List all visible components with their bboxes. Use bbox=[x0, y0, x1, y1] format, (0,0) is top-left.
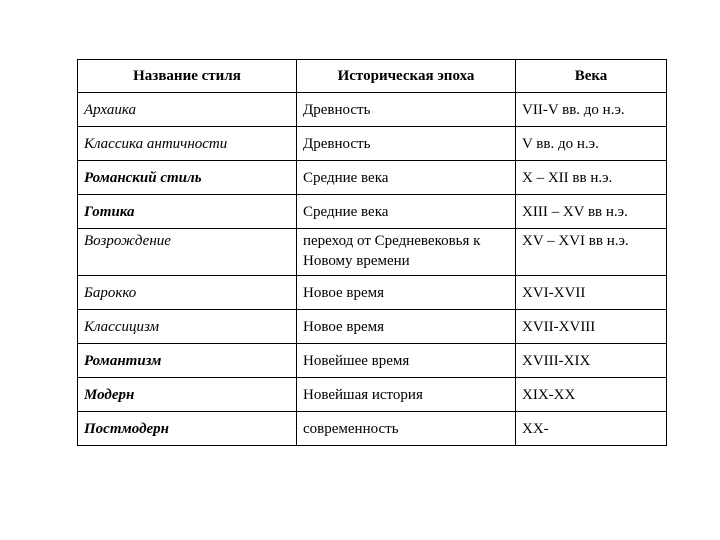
epoch-cell: современность bbox=[297, 412, 516, 446]
centuries-cell: XVIII-XIX bbox=[516, 344, 667, 378]
centuries-cell: VII-V вв. до н.э. bbox=[516, 93, 667, 127]
table-row bbox=[78, 195, 667, 229]
table-row bbox=[78, 127, 667, 161]
epoch-cell: Древность bbox=[297, 93, 516, 127]
epoch-cell: переход от Средневековья к Новому времени bbox=[297, 229, 516, 276]
style-name-cell: Классицизм bbox=[78, 310, 297, 344]
epoch-cell: Средние века bbox=[297, 195, 516, 229]
centuries-cell: XIX-XX bbox=[516, 378, 667, 412]
table-row bbox=[78, 93, 667, 127]
centuries-cell: V вв. до н.э. bbox=[516, 127, 667, 161]
style-name-cell: Классика античности bbox=[78, 127, 297, 161]
style-name-cell: Романский стиль bbox=[78, 161, 297, 195]
table-row bbox=[78, 310, 667, 344]
centuries-cell: XVI-XVII bbox=[516, 276, 667, 310]
table-row bbox=[78, 229, 667, 276]
style-name-cell: Барокко bbox=[78, 276, 297, 310]
style-name-cell: Романтизм bbox=[78, 344, 297, 378]
table-row bbox=[78, 161, 667, 195]
centuries-cell: XIII – XV вв н.э. bbox=[516, 195, 667, 229]
epoch-cell: Древность bbox=[297, 127, 516, 161]
header-style-name: Название стиля bbox=[78, 60, 297, 93]
table-row bbox=[78, 412, 667, 446]
table-row bbox=[78, 276, 667, 310]
art-styles-table bbox=[77, 59, 667, 446]
style-name-cell: Возрождение bbox=[78, 229, 297, 276]
style-name-cell: Постмодерн bbox=[78, 412, 297, 446]
epoch-cell: Новейшее время bbox=[297, 344, 516, 378]
epoch-cell: Средние века bbox=[297, 161, 516, 195]
epoch-cell: Новейшая история bbox=[297, 378, 516, 412]
style-name-cell: Модерн bbox=[78, 378, 297, 412]
table-row bbox=[78, 344, 667, 378]
centuries-cell: X – XII вв н.э. bbox=[516, 161, 667, 195]
epoch-cell: Новое время bbox=[297, 276, 516, 310]
centuries-cell: XVII-XVIII bbox=[516, 310, 667, 344]
style-name-cell: Готика bbox=[78, 195, 297, 229]
centuries-cell: XX- bbox=[516, 412, 667, 446]
table-row bbox=[78, 378, 667, 412]
header-historical-epoch: Историческая эпоха bbox=[297, 60, 516, 93]
table-header-row bbox=[78, 60, 667, 93]
table-body bbox=[78, 93, 667, 446]
epoch-cell: Новое время bbox=[297, 310, 516, 344]
centuries-cell: XV – XVI вв н.э. bbox=[516, 229, 667, 276]
header-centuries: Века bbox=[516, 60, 667, 93]
style-name-cell: Архаика bbox=[78, 93, 297, 127]
